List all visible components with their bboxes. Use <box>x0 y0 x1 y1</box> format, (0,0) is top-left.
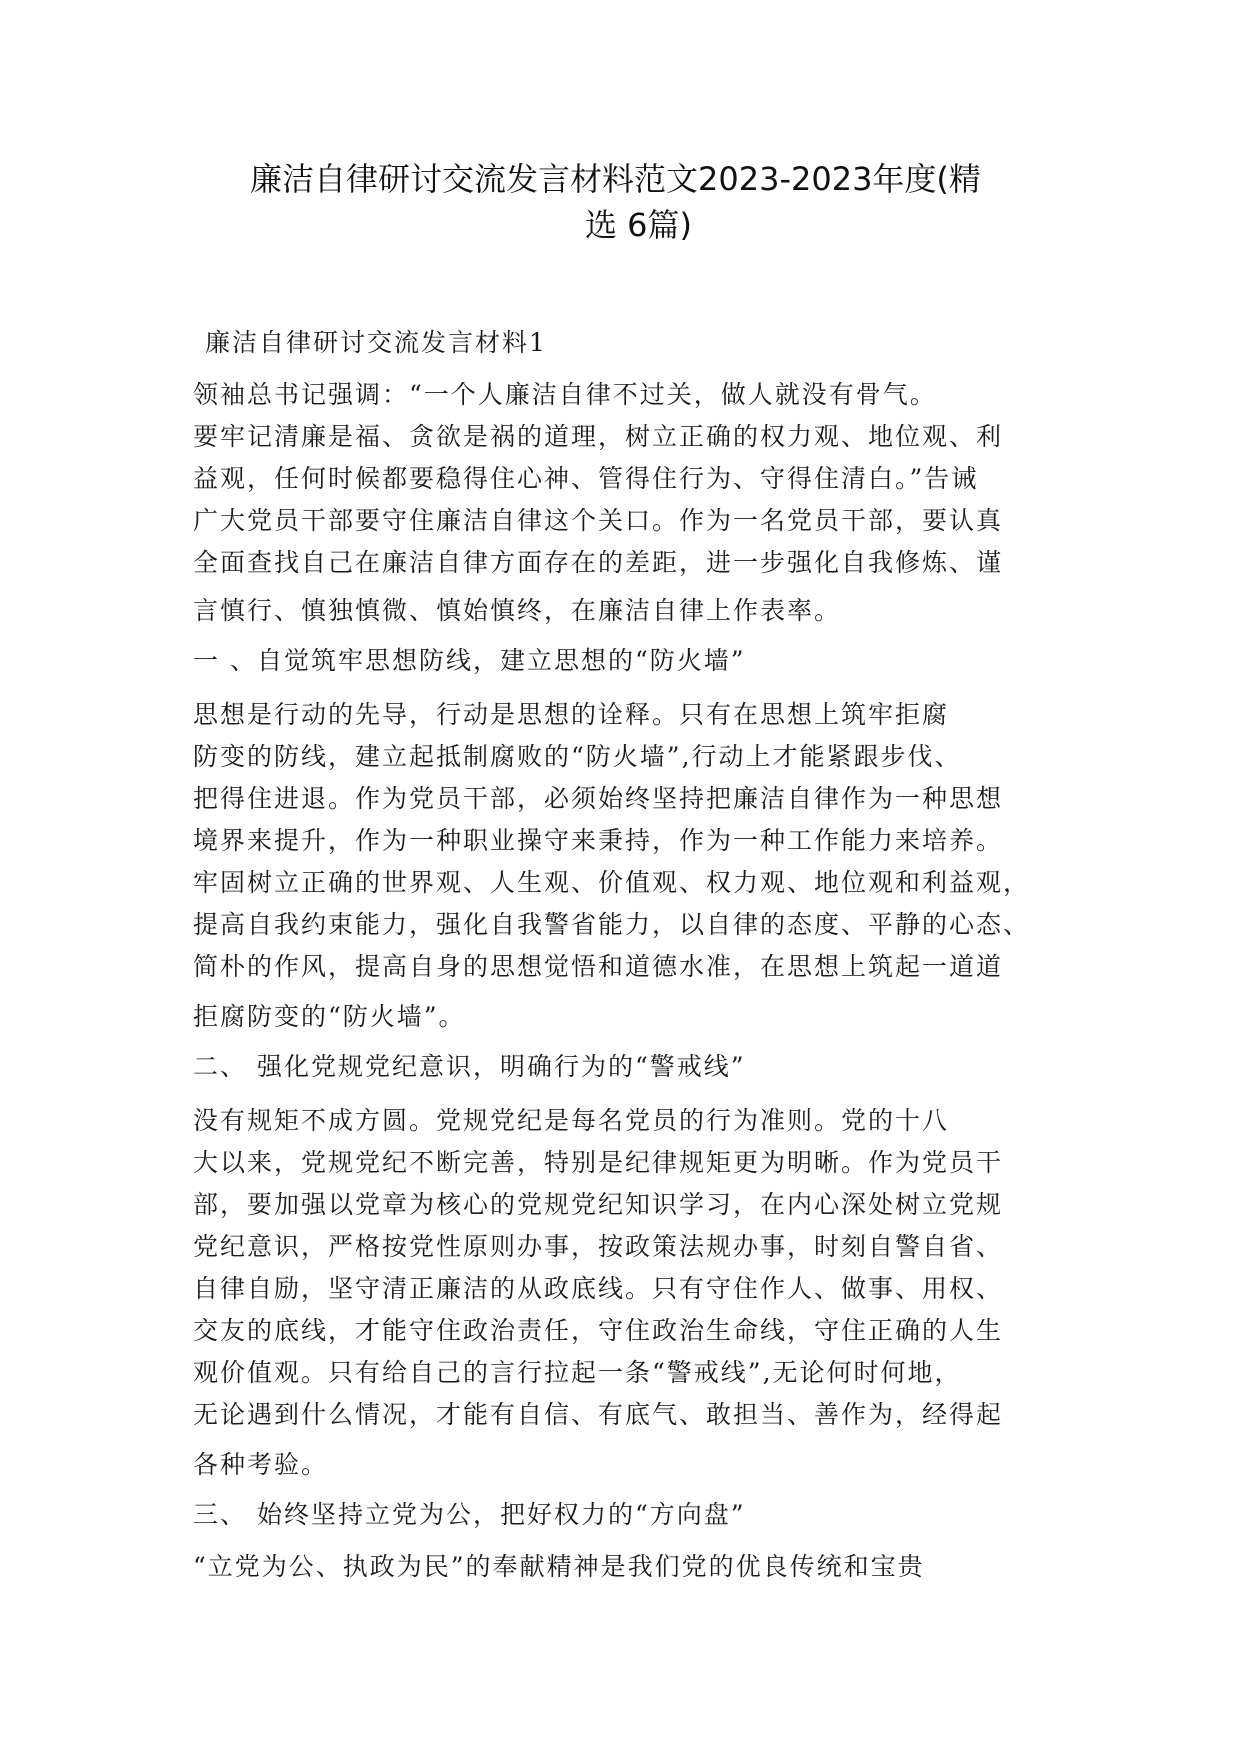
text-line: 部，要加强以党章为核心的党规党纪知识学习，在内心深处树立党规 <box>193 1190 1004 1219</box>
heading-3: 三、 始终坚持立党为公，把好权力的“方向盘” <box>193 1500 746 1529</box>
heading-1: 一 、自觉筑牢思想防线，建立思想的“防火墙” <box>193 646 746 675</box>
text-line: 要牢记清廉是福、贪欲是祸的道理，树立正确的权力观、地位观、利 <box>193 422 1004 451</box>
text-line: 党纪意识，严格按党性原则办事，按政策法规办事，时刻自警自省、 <box>193 1232 1004 1261</box>
text-line: 防变的防线，建立起抵制腐败的“防火墙”,行动上才能紧跟步伐、 <box>193 742 962 771</box>
text-line: 交友的底线，才能守住政治责任，守住政治生命线，守住正确的人生 <box>193 1316 1004 1345</box>
text-line: 言慎行、慎独慎微、慎始慎终，在廉洁自律上作表率。 <box>193 596 842 625</box>
heading-2: 二、 强化党规党纪意识，明确行为的“警戒线” <box>193 1052 746 1081</box>
section-subtitle: 廉洁自律研讨交流发言材料1 <box>205 328 547 357</box>
text-line: 无论遇到什么情况，才能有自信、有底气、敢担当、善作为，经得起 <box>193 1400 1004 1429</box>
text-line: 益观，任何时候都要稳得住心神、管得住行为、守得住清白。”告诫 <box>193 464 979 493</box>
text-line: 广大党员干部要守住廉洁自律这个关口。作为一名党员干部，要认真 <box>193 506 1004 535</box>
title-line-1: 廉洁自律研讨交流发言材料范文2023-2023年度(精 <box>250 160 981 198</box>
text-line: 思想是行动的先导，行动是思想的诠释。只有在思想上筑牢拒腐 <box>193 700 950 729</box>
text-line: 牢固树立正确的世界观、人生观、价值观、权力观、地位观和利益观， <box>193 868 1031 897</box>
text-line: 领袖总书记强调：“一个人廉洁自律不过关，做人就没有骨气。 <box>193 380 937 409</box>
text-line: 把得住进退。作为党员干部，必须始终坚持把廉洁自律作为一种思想 <box>193 784 1004 813</box>
text-line: 自律自励，坚守清正廉洁的从政底线。只有守住作人、做事、用权、 <box>193 1274 1004 1303</box>
text-line: 观价值观。只有给自己的言行拉起一条“警戒线”,无论何时何地， <box>193 1358 962 1387</box>
text-line: 全面查找自己在廉洁自律方面存在的差距，进一步强化自我修炼、谨 <box>193 548 1004 577</box>
text-line: 各种考验。 <box>193 1450 329 1479</box>
text-line: 简朴的作风，提高自身的思想觉悟和道德水准，在思想上筑起一道道 <box>193 952 1004 981</box>
text-line: 大以来，党规党纪不断完善，特别是纪律规矩更为明晰。作为党员干 <box>193 1148 1004 1177</box>
text-line: 境界来提升，作为一种职业操守来秉持，作为一种工作能力来培养。 <box>193 826 1004 855</box>
title-line-2: 选 6篇) <box>585 206 693 244</box>
text-line: 提高自我约束能力，强化自我警省能力，以自律的态度、平静的心态、 <box>193 910 1031 939</box>
text-line: 拒腐防变的“防火墙”。 <box>193 1002 466 1031</box>
text-line: 没有规矩不成方圆。党规党纪是每名党员的行为准则。党的十八 <box>193 1106 950 1135</box>
text-line: “立党为公、执政为民”的奉献精神是我们党的优良传统和宝贵 <box>193 1552 925 1581</box>
document-title <box>250 156 1070 248</box>
